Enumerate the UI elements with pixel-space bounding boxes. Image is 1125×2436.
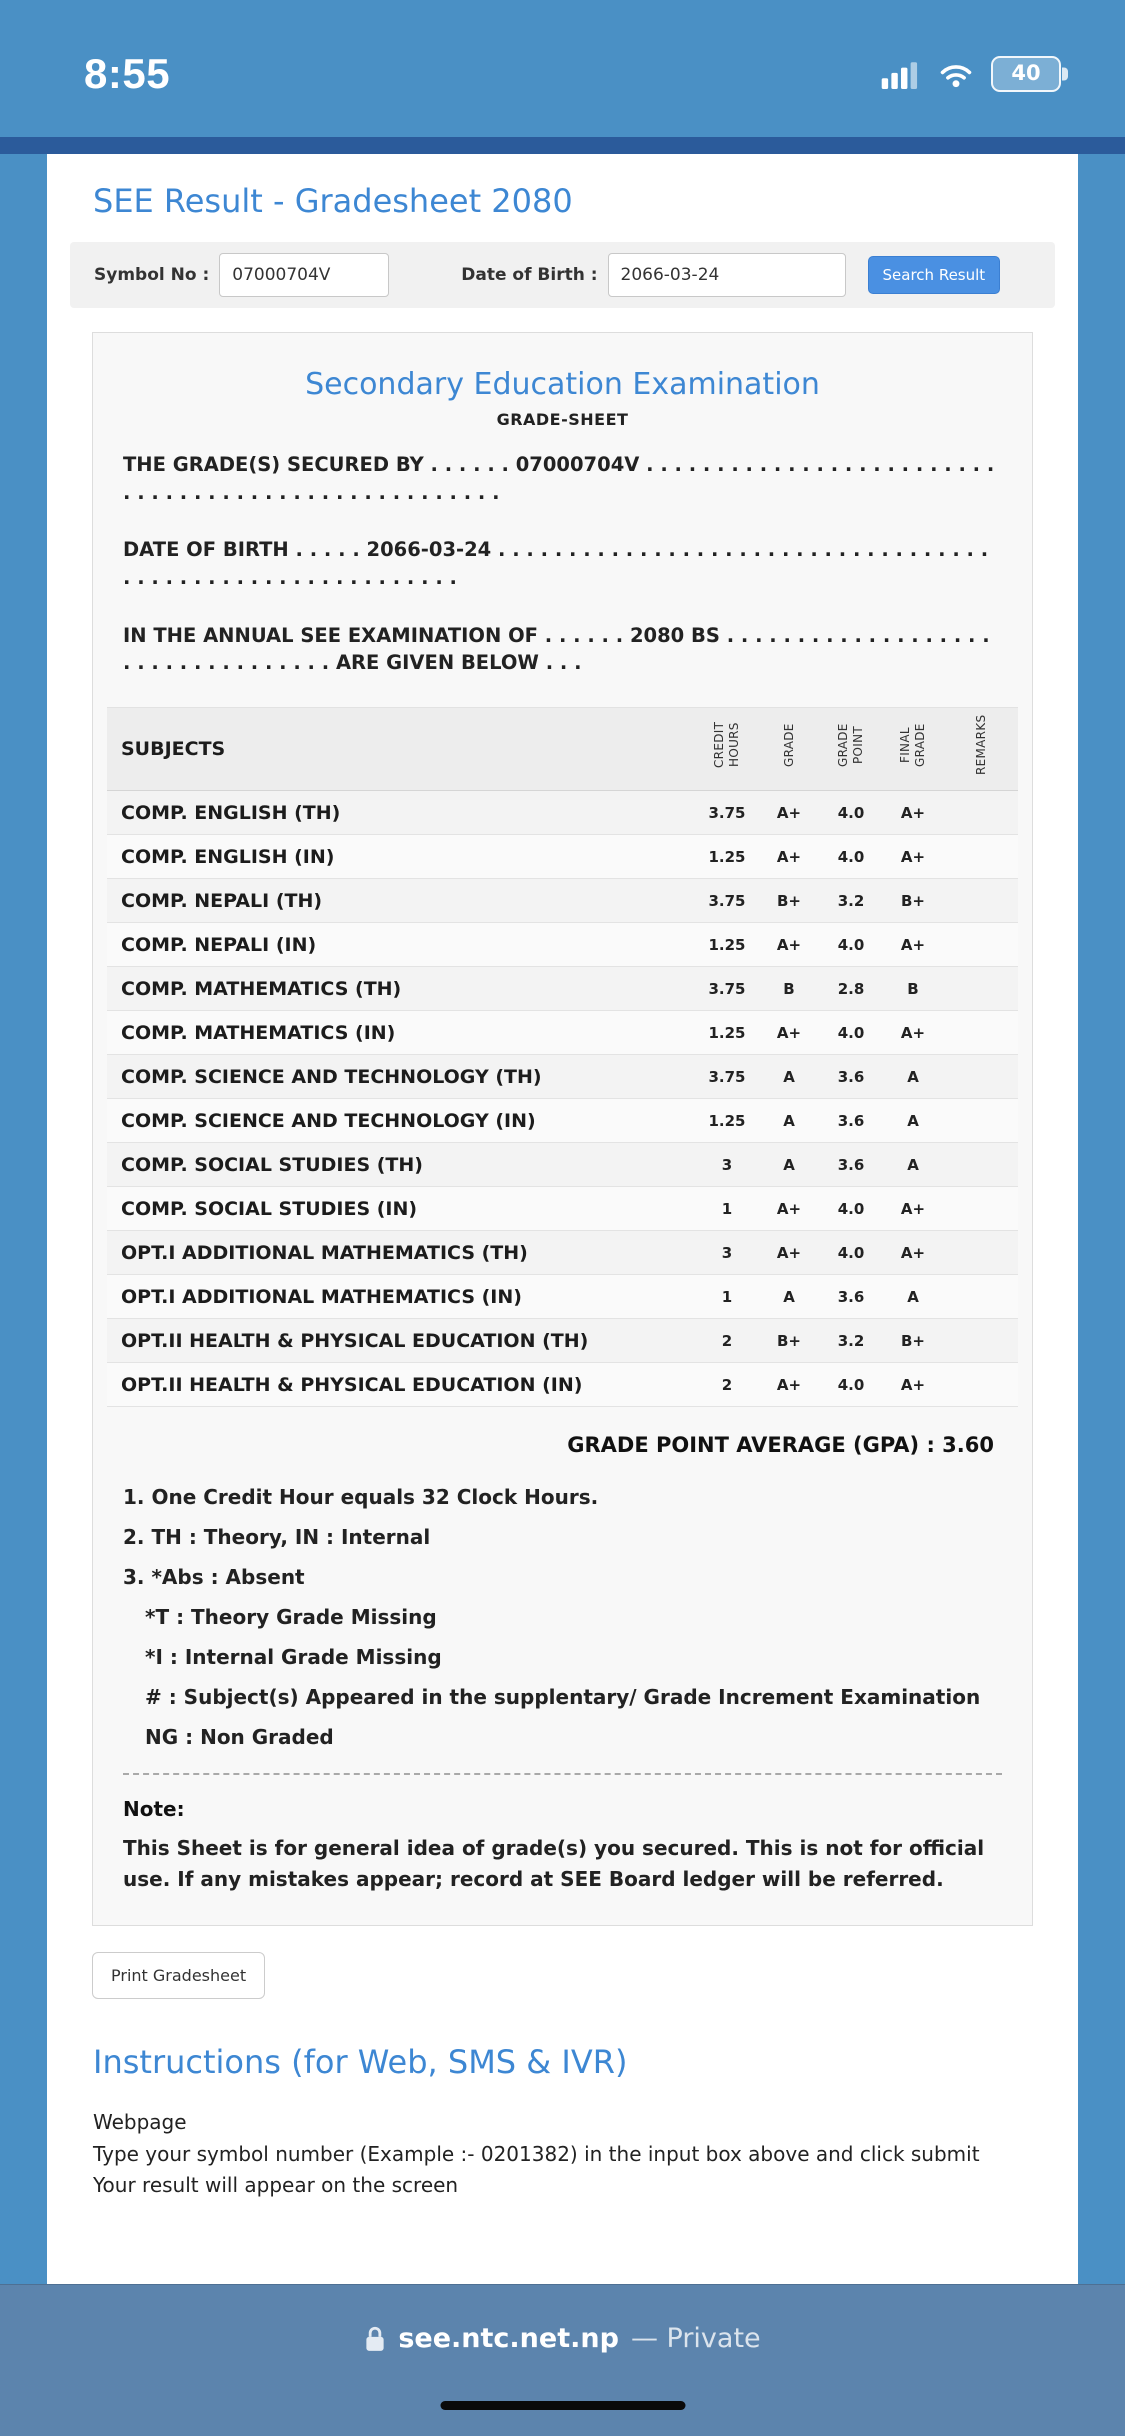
notes-list — [123, 1485, 1002, 1749]
table-row — [107, 1319, 1018, 1363]
cell-grade-point: 3.6 — [820, 1055, 882, 1099]
cell-remarks — [944, 1187, 1018, 1231]
private-label: — Private — [630, 2323, 761, 2354]
symbol-no-input[interactable] — [219, 253, 389, 297]
cell-remarks — [944, 967, 1018, 1011]
cell-remarks — [944, 835, 1018, 879]
cell-credit-hours: 1.25 — [696, 1011, 758, 1055]
instructions-list — [93, 2109, 1032, 2200]
grade-header — [758, 708, 820, 791]
instruction-line: Webpage — [93, 2110, 187, 2135]
cell-remarks — [944, 1143, 1018, 1187]
table-row — [107, 923, 1018, 967]
cell-subject: COMP. ENGLISH (TH) — [107, 791, 696, 835]
browser-viewport — [0, 154, 1125, 2284]
cell-remarks — [944, 1231, 1018, 1275]
table-row — [107, 1055, 1018, 1099]
table-row — [107, 1143, 1018, 1187]
cellular-signal-icon — [881, 59, 921, 89]
cell-credit-hours: 1.25 — [696, 1099, 758, 1143]
note-line: NG : Non Graded — [145, 1725, 334, 1750]
note-line: *I : Internal Grade Missing — [145, 1645, 442, 1670]
vertical-header-label: FINAL GRADE — [898, 723, 927, 767]
cell-final-grade: A+ — [882, 835, 944, 879]
cell-credit-hours: 2 — [696, 1319, 758, 1363]
cell-subject: COMP. MATHEMATICS (IN) — [107, 1011, 696, 1055]
cell-grade: A+ — [758, 923, 820, 967]
note-line: # : Subject(s) Appeared in the supplentary/ Grade Increment Examination — [145, 1685, 981, 1710]
page-title: SEE Result - Gradesheet 2080 — [93, 182, 573, 220]
cell-subject: OPT.II HEALTH & PHYSICAL EDUCATION (IN) — [107, 1363, 696, 1407]
table-row — [107, 967, 1018, 1011]
dob-label: Date of Birth : — [461, 265, 598, 285]
cell-grade: A+ — [758, 835, 820, 879]
cell-subject: COMP. SCIENCE AND TECHNOLOGY (IN) — [107, 1099, 696, 1143]
cell-final-grade: A — [882, 1143, 944, 1187]
examination-line: IN THE ANNUAL SEE EXAMINATION OF . . . . . . 2080 BS . . . . . . . . . . . . . . . . . . . . . . . . . . . . . . . . . . ARE GIVEN BELOW . . . — [123, 623, 990, 675]
dashed-divider — [123, 1773, 1002, 1775]
cell-grade: B — [758, 967, 820, 1011]
cell-final-grade: A+ — [882, 1187, 944, 1231]
site-url: see.ntc.net.np — [398, 2323, 619, 2354]
instruction-line: Type your symbol number (Example :- 0201382) in the input box above and click submit — [93, 2141, 980, 2166]
cell-remarks — [944, 1099, 1018, 1143]
instruction-line: Your result will appear on the screen — [93, 2173, 459, 2198]
cell-credit-hours: 3 — [696, 1231, 758, 1275]
search-form — [70, 242, 1055, 308]
cell-grade-point: 3.6 — [820, 1275, 882, 1319]
status-time: 8:55 — [84, 49, 171, 97]
note-label: Note: — [123, 1797, 185, 1822]
cell-subject: COMP. SOCIAL STUDIES (IN) — [107, 1187, 696, 1231]
cell-grade-point: 3.2 — [820, 879, 882, 923]
note-line: *T : Theory Grade Missing — [145, 1605, 437, 1630]
cell-grade: A — [758, 1099, 820, 1143]
grade-point-header — [820, 708, 882, 791]
dob-input[interactable] — [608, 253, 846, 297]
cell-grade: A+ — [758, 791, 820, 835]
cell-remarks — [944, 923, 1018, 967]
table-row — [107, 835, 1018, 879]
cell-subject: OPT.I ADDITIONAL MATHEMATICS (IN) — [107, 1275, 696, 1319]
table-row — [107, 1011, 1018, 1055]
cell-grade: A+ — [758, 1363, 820, 1407]
cell-credit-hours: 3 — [696, 1143, 758, 1187]
status-bar — [0, 0, 1125, 137]
cell-final-grade: A+ — [882, 1231, 944, 1275]
url-bar[interactable] — [364, 2323, 760, 2354]
table-row — [107, 1187, 1018, 1231]
cell-remarks — [944, 1275, 1018, 1319]
cell-remarks — [944, 1319, 1018, 1363]
cell-grade: A — [758, 1055, 820, 1099]
final-grade-header — [882, 708, 944, 791]
cell-credit-hours: 3.75 — [696, 967, 758, 1011]
table-row — [107, 1363, 1018, 1407]
table-row — [107, 1231, 1018, 1275]
note-text: This Sheet is for general idea of grade(s) you secured. This is not for official use. If any mistakes appear; record at SEE Board ledger will be referred. — [123, 1836, 985, 1892]
cell-subject: COMP. SOCIAL STUDIES (TH) — [107, 1143, 696, 1187]
cell-subject: COMP. NEPALI (IN) — [107, 923, 696, 967]
cell-grade: A+ — [758, 1231, 820, 1275]
cell-grade-point: 4.0 — [820, 791, 882, 835]
cell-credit-hours: 1.25 — [696, 835, 758, 879]
cell-final-grade: A — [882, 1055, 944, 1099]
cell-remarks — [944, 1055, 1018, 1099]
cell-final-grade: A+ — [882, 791, 944, 835]
gradesheet-heading: Secondary Education Examination — [305, 367, 820, 402]
subjects-header: SUBJECTS — [107, 708, 696, 791]
cell-grade-point: 4.0 — [820, 923, 882, 967]
cell-final-grade: A+ — [882, 1011, 944, 1055]
gpa-line: GRADE POINT AVERAGE (GPA) : 3.60 — [567, 1433, 994, 1458]
cell-grade-point: 4.0 — [820, 1187, 882, 1231]
cell-final-grade: B+ — [882, 1319, 944, 1363]
cell-grade-point: 3.6 — [820, 1099, 882, 1143]
cell-remarks — [944, 791, 1018, 835]
cell-credit-hours: 1 — [696, 1187, 758, 1231]
instructions-heading: Instructions (for Web, SMS & IVR) — [93, 2043, 628, 2082]
cell-subject: COMP. NEPALI (TH) — [107, 879, 696, 923]
cell-final-grade: B+ — [882, 879, 944, 923]
cell-grade: A — [758, 1275, 820, 1319]
date-of-birth-line: DATE OF BIRTH . . . . . 2066-03-24 . . . . . . . . . . . . . . . . . . . . . . . . . . . . . . . . . . . . . . . . . . . . . . . . . . . . . . . . . . . — [123, 538, 989, 590]
page-content — [47, 154, 1078, 2284]
cell-subject: OPT.I ADDITIONAL MATHEMATICS (TH) — [107, 1231, 696, 1275]
cell-subject: COMP. SCIENCE AND TECHNOLOGY (TH) — [107, 1055, 696, 1099]
credit-hours-header — [696, 708, 758, 791]
cell-grade: A+ — [758, 1011, 820, 1055]
symbol-no-label: Symbol No : — [94, 265, 210, 285]
battery-icon — [991, 56, 1061, 92]
cell-credit-hours: 3.75 — [696, 879, 758, 923]
note-line: 3. *Abs : Absent — [123, 1565, 305, 1590]
battery-nub — [1062, 67, 1068, 80]
vertical-header-label: GRADE — [781, 723, 796, 767]
remarks-header — [944, 708, 1018, 791]
safari-toolbar — [0, 2284, 1125, 2436]
cell-subject: OPT.II HEALTH & PHYSICAL EDUCATION (TH) — [107, 1319, 696, 1363]
vertical-header-label: REMARKS — [973, 714, 988, 776]
cell-grade-point: 3.2 — [820, 1319, 882, 1363]
site-header-strip — [0, 137, 1125, 154]
cell-credit-hours: 2 — [696, 1363, 758, 1407]
table-header-row — [107, 708, 1018, 791]
vertical-header-label: CREDIT HOURS — [712, 722, 741, 769]
cell-credit-hours: 3.75 — [696, 791, 758, 835]
cell-final-grade: B — [882, 967, 944, 1011]
search-result-button[interactable]: Search Result — [868, 256, 1001, 294]
cell-remarks — [944, 1363, 1018, 1407]
cell-final-grade: A+ — [882, 923, 944, 967]
cell-grade: A+ — [758, 1187, 820, 1231]
gradesheet-subheading: GRADE-SHEET — [496, 410, 629, 429]
table-row — [107, 879, 1018, 923]
cell-final-grade: A — [882, 1099, 944, 1143]
home-indicator[interactable] — [440, 2401, 685, 2410]
cell-remarks — [944, 879, 1018, 923]
cell-grade-point: 3.6 — [820, 1143, 882, 1187]
grades-table-body — [107, 791, 1018, 1407]
lock-icon — [364, 2325, 386, 2353]
battery-percent: 40 — [1011, 61, 1041, 85]
cell-subject: COMP. ENGLISH (IN) — [107, 835, 696, 879]
print-gradesheet-button[interactable]: Print Gradesheet — [92, 1952, 265, 1999]
cell-subject: COMP. MATHEMATICS (TH) — [107, 967, 696, 1011]
grades-table — [107, 707, 1018, 1407]
cell-grade: B+ — [758, 1319, 820, 1363]
cell-grade-point: 2.8 — [820, 967, 882, 1011]
status-icons — [881, 56, 1061, 92]
grades-secured-line: THE GRADE(S) SECURED BY . . . . . . 07000704V . . . . . . . . . . . . . . . . . . . . . . . . . . . . . . . . . . . . . . . . . . . . . . . . . . . . — [123, 453, 995, 504]
cell-credit-hours: 1 — [696, 1275, 758, 1319]
cell-remarks — [944, 1011, 1018, 1055]
note-line: 1. One Credit Hour equals 32 Clock Hours. — [123, 1485, 599, 1510]
cell-grade: B+ — [758, 879, 820, 923]
cell-final-grade: A+ — [882, 1363, 944, 1407]
table-row — [107, 1275, 1018, 1319]
cell-grade-point: 4.0 — [820, 1011, 882, 1055]
table-row — [107, 1099, 1018, 1143]
cell-grade-point: 4.0 — [820, 835, 882, 879]
cell-credit-hours: 3.75 — [696, 1055, 758, 1099]
note-line: 2. TH : Theory, IN : Internal — [123, 1525, 431, 1550]
cell-grade-point: 4.0 — [820, 1363, 882, 1407]
gradesheet-card — [92, 332, 1033, 1926]
cell-grade: A — [758, 1143, 820, 1187]
cell-credit-hours: 1.25 — [696, 923, 758, 967]
wifi-icon — [937, 60, 975, 88]
cell-grade-point: 4.0 — [820, 1231, 882, 1275]
vertical-header-label: GRADE POINT — [836, 723, 865, 767]
table-row — [107, 791, 1018, 835]
cell-final-grade: A — [882, 1275, 944, 1319]
